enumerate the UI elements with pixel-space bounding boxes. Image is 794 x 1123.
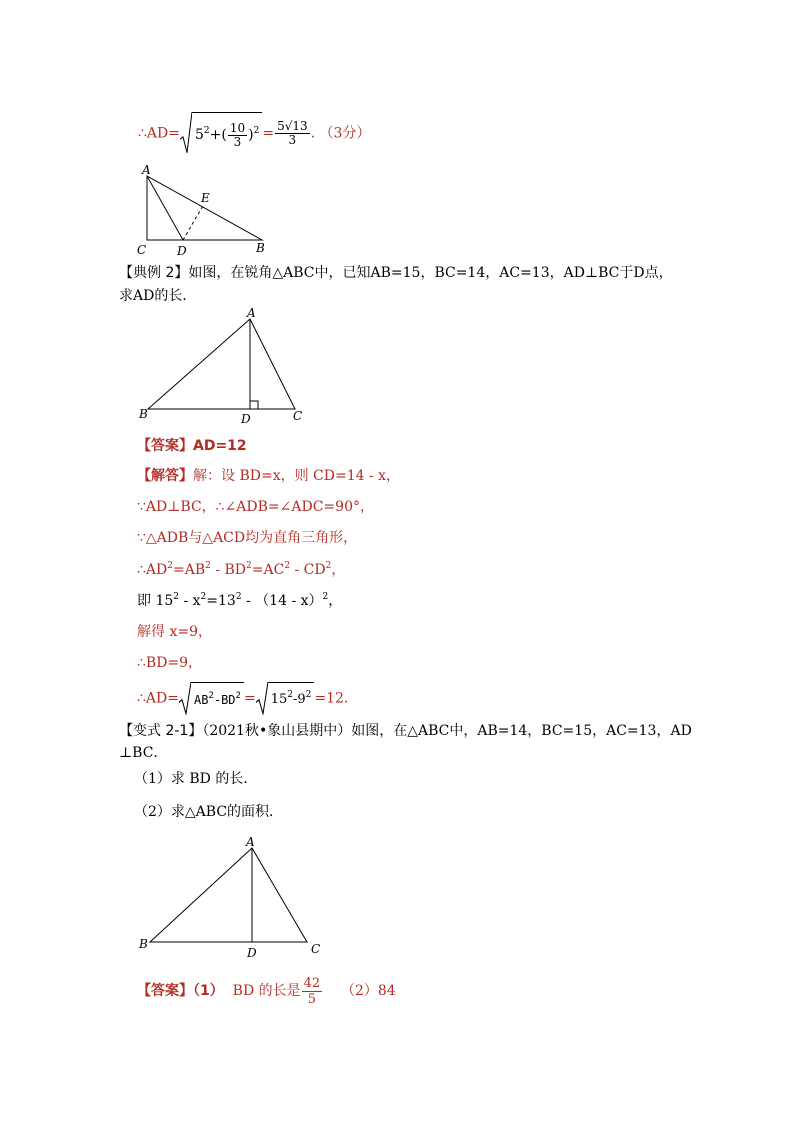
solution-line-3: ∵△ADB与△ACD均为直角三角形， [137, 530, 358, 546]
variant-2-1-line1: 【变式 2-1】（2021秋•象山县期中）如图，在△ABC中，AB=14，BC=15，AC=13，AD [119, 723, 692, 739]
figure-1-triangle [135, 162, 275, 258]
fig3-label-a: A [246, 835, 255, 849]
example-tag: 【典例 2】 [119, 265, 189, 281]
solution-line-7: ∴BD=9， [137, 655, 203, 671]
fig3-label-b: B [139, 937, 148, 951]
fig3-label-c: C [311, 942, 321, 956]
fig1-label-a: A [142, 163, 151, 177]
example-2-line1: 【典例 2】如图，在锐角△ABC中，已知AB=15，BC=14，AC=13，AD⊥BC于D点， [119, 265, 673, 281]
fig2-label-c: C [293, 409, 303, 423]
fig2-label-d: D [241, 412, 251, 426]
fig2-label-b: B [139, 407, 148, 421]
fig2-label-a: A [247, 306, 256, 320]
sqrt-15-9: $15^2-9^2$ [256, 682, 315, 715]
bd-fraction: $\frac{42}{5}$ [303, 975, 321, 1007]
solution-line-2: ∵AD⊥BC，∴∠ADB=∠ADC=90°， [137, 499, 374, 515]
variant-q2: （2）求△ABC的面积． [134, 804, 284, 820]
score-note: （3分） [319, 125, 371, 142]
fig1-label-b: B [256, 241, 265, 255]
variant-2-1-line2: ⊥BC． [119, 745, 168, 761]
answer-2-1: 【答案】（1） BD 的长是 $\frac{42}{5}$ （2）84 [137, 975, 396, 1007]
variant-tag: 【变式 2-1】 [119, 723, 203, 739]
answer-2: 【答案】AD=12 [137, 438, 247, 454]
figure-2-triangle [135, 305, 310, 430]
fig1-label-d: D [177, 244, 187, 258]
answer-value: AD=12 [193, 438, 247, 454]
top-formula: ∴AD= $5^2+$( $\frac{10}{3}$ )$^2$ = $\frac{5√13}{3}$ . （3分） [138, 112, 370, 152]
solution-line-6: 解得 x=9， [137, 624, 212, 640]
solution-line-8: ∴AD= $AB^2-BD^2$ = $15^2-9^2 =12$. [137, 682, 348, 712]
formula-prefix: ∴AD= [138, 125, 180, 142]
solution-line-1: 【解答】解：设 BD=x，则 CD=14 - x， [137, 468, 401, 484]
solution-line-5: 即 $15^2 - x^2=13^2 - (14 - x)^2$， [137, 592, 343, 609]
solution-line-4: $\therefore AD^2=AB^2 - BD^2=AC^2 - CD^2$， [137, 561, 346, 578]
sqrt-ab-bd: $AB^2-BD^2$ [179, 682, 244, 715]
fig3-label-d: D [247, 946, 257, 960]
figure-3-triangle [135, 830, 325, 960]
result-fraction: $\frac{5√13}{3}$ [277, 119, 308, 147]
sqrt-expression: $5^2+$( $\frac{10}{3}$ )$^2$ [180, 112, 262, 155]
variant-q1: （1）求 BD 的长． [134, 771, 258, 787]
fig1-label-c: C [137, 243, 147, 257]
example-2-line2: 求AD的长． [119, 288, 197, 304]
fig1-label-e: E [201, 191, 210, 205]
